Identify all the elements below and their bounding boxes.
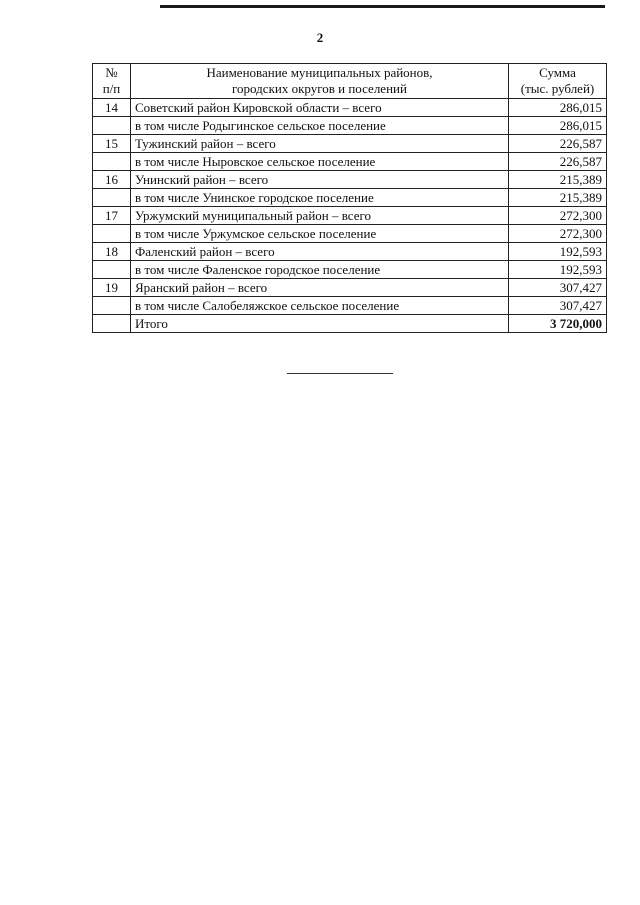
row-sum: 307,427 xyxy=(509,279,607,297)
row-number xyxy=(93,225,131,243)
header-name-line-1: Наименование муниципальных районов, xyxy=(206,65,433,80)
row-number: 18 xyxy=(93,243,131,261)
table-row xyxy=(93,117,607,135)
table-row xyxy=(93,225,607,243)
row-sum: 192,593 xyxy=(509,243,607,261)
row-sum: 307,427 xyxy=(509,297,607,315)
row-name: Яранский район – всего xyxy=(131,279,509,297)
row-sum: 215,389 xyxy=(509,171,607,189)
row-number xyxy=(93,153,131,171)
row-number xyxy=(93,117,131,135)
header-num xyxy=(93,64,131,99)
row-sum: 286,015 xyxy=(509,99,607,117)
row-number xyxy=(93,189,131,207)
row-number: 19 xyxy=(93,279,131,297)
header-num-line-1: № xyxy=(105,65,118,80)
row-number: 14 xyxy=(93,99,131,117)
table-row xyxy=(93,243,607,261)
header-sum-line-1: Сумма xyxy=(539,65,576,80)
row-name: Уржумский муниципальный район – всего xyxy=(131,207,509,225)
row-name: в том числе Фаленское городское поселение xyxy=(131,261,509,279)
row-name: в том числе Уржумское сельское поселение xyxy=(131,225,509,243)
table-row xyxy=(93,261,607,279)
table-row xyxy=(93,279,607,297)
page-number: 2 xyxy=(316,30,324,45)
total-label: Итого xyxy=(131,315,509,333)
table-row xyxy=(93,153,607,171)
end-of-document-line xyxy=(287,373,393,374)
row-name: в том числе Родыгинское сельское поселение xyxy=(131,117,509,135)
row-number xyxy=(93,261,131,279)
total-number xyxy=(93,315,131,333)
row-name: в том числе Ныровское сельское поселение xyxy=(131,153,509,171)
row-number: 17 xyxy=(93,207,131,225)
header-sum-line-2: (тыс. рублей) xyxy=(520,81,595,96)
row-name: Фаленский район – всего xyxy=(131,243,509,261)
top-border-line xyxy=(160,5,605,8)
row-number xyxy=(93,297,131,315)
row-name: Унинский район – всего xyxy=(131,171,509,189)
row-sum: 272,300 xyxy=(509,207,607,225)
row-name: в том числе Унинское городское поселение xyxy=(131,189,509,207)
table-row xyxy=(93,135,607,153)
header-name-line-2: городских округов и поселений xyxy=(232,81,407,96)
budget-table xyxy=(92,63,607,333)
row-sum: 272,300 xyxy=(509,225,607,243)
table-row xyxy=(93,189,607,207)
header-name xyxy=(131,64,509,99)
row-name: Тужинский район – всего xyxy=(131,135,509,153)
table-row xyxy=(93,207,607,225)
row-sum: 192,593 xyxy=(509,261,607,279)
total-row xyxy=(93,315,607,333)
row-sum: 226,587 xyxy=(509,153,607,171)
row-name: в том числе Салобеляжское сельское поселение xyxy=(131,297,509,315)
row-sum: 226,587 xyxy=(509,135,607,153)
table-header-row xyxy=(93,64,607,99)
row-number: 15 xyxy=(93,135,131,153)
table-row xyxy=(93,99,607,117)
header-sum xyxy=(509,64,607,99)
table-row xyxy=(93,297,607,315)
row-sum: 215,389 xyxy=(509,189,607,207)
row-number: 16 xyxy=(93,171,131,189)
total-sum: 3 720,000 xyxy=(509,315,607,333)
row-sum: 286,015 xyxy=(509,117,607,135)
header-num-line-2: п/п xyxy=(102,81,121,96)
row-name: Советский район Кировской области – всего xyxy=(131,99,509,117)
table-row xyxy=(93,171,607,189)
